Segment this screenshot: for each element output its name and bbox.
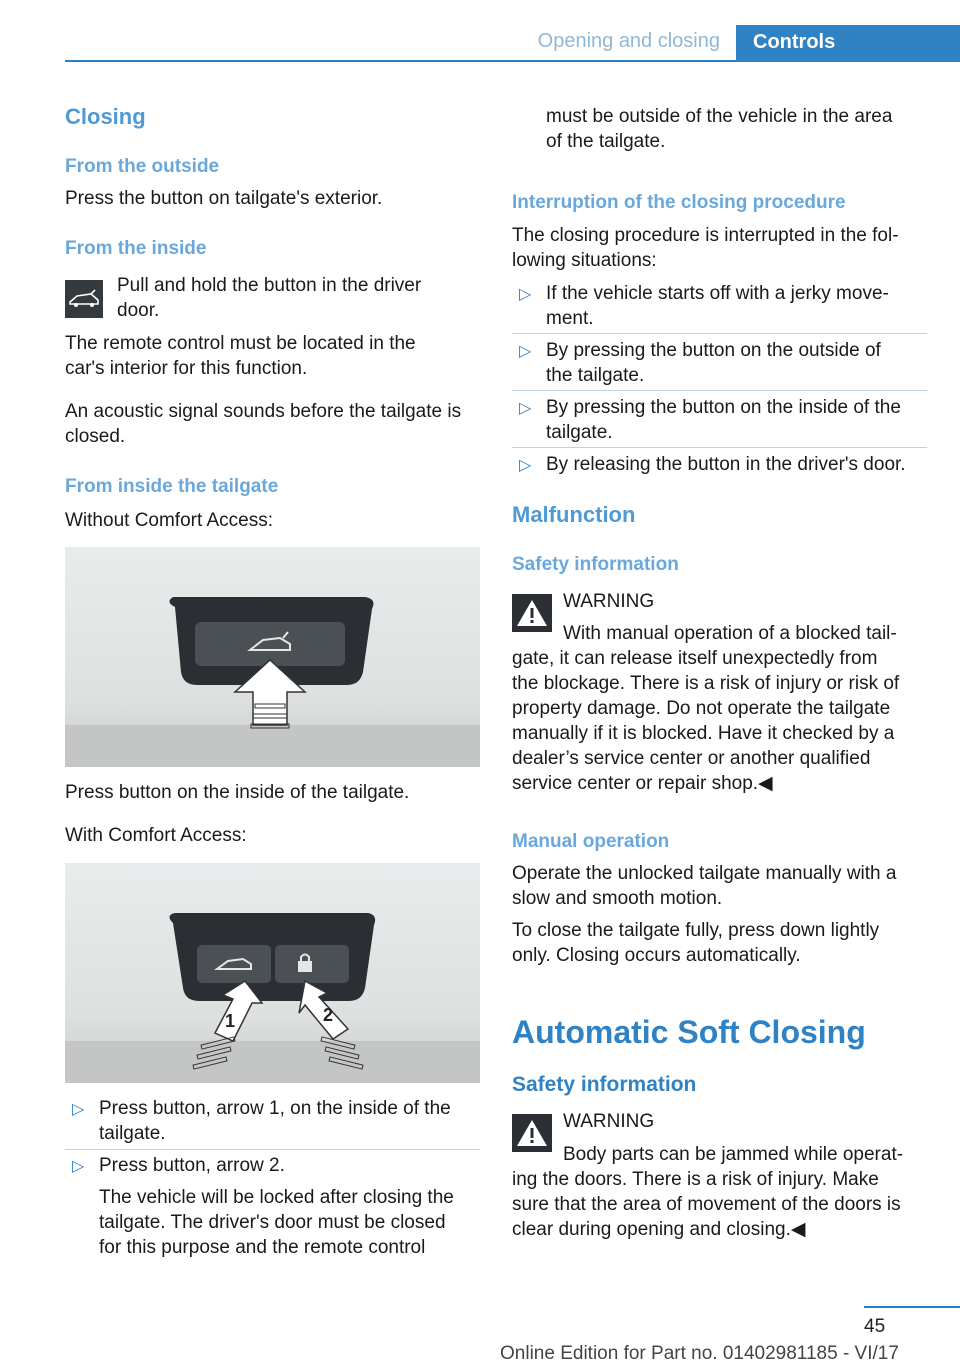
interruption-text-2: lowing situations: bbox=[512, 250, 657, 271]
safety-info-heading-2: Safety information bbox=[512, 1073, 697, 1096]
warning1-text-1: With manual operation of a blocked tail‐ bbox=[563, 623, 897, 644]
page-number-rule bbox=[864, 1306, 960, 1308]
bullet2-text: Press button, arrow 2. bbox=[99, 1155, 285, 1176]
tailgate-heading: From inside the tailgate bbox=[65, 476, 279, 497]
page-number: 45 bbox=[864, 1316, 886, 1337]
interrupt-bullet4-text: By releasing the button in the driver's door. bbox=[546, 454, 906, 475]
warning-triangle-icon bbox=[512, 1114, 552, 1152]
acoustic-text-2: closed. bbox=[65, 426, 126, 447]
bullet-divider bbox=[512, 447, 927, 448]
tailgate-button-icon bbox=[65, 280, 103, 318]
interrupt-bullet1-text-2: ment. bbox=[546, 308, 594, 329]
warning1-text-2: gate, it can release itself unexpectedly from bbox=[512, 648, 878, 669]
warning-triangle-icon bbox=[512, 594, 552, 632]
press-inside-text: Press button on the inside of the tailgate. bbox=[65, 782, 410, 803]
warning1-text-6: dealer’s service center or another qualified bbox=[512, 748, 871, 769]
bullet-divider bbox=[512, 390, 927, 391]
manual-text-1: Operate the unlocked tailgate manually with a bbox=[512, 863, 897, 884]
locked-text-2: tailgate. The driver's door must be closed bbox=[99, 1212, 446, 1233]
arrow-label-2: 2 bbox=[323, 1005, 334, 1025]
interrupt-bullet2-text-1: By pressing the button on the outside of bbox=[546, 340, 881, 361]
edition-footer: Online Edition for Part no. 01402981185 - VI/17 bbox=[500, 1343, 899, 1364]
from-outside-heading: From the outside bbox=[65, 156, 220, 177]
lock-icon bbox=[298, 961, 312, 972]
locked-text-3: for this purpose and the remote control bbox=[99, 1237, 426, 1258]
warning1-text-3: the blockage. There is a risk of injury or risk of bbox=[512, 673, 900, 694]
with-comfort-text: With Comfort Access: bbox=[65, 825, 247, 846]
comfort-access-buttons-image bbox=[65, 863, 480, 1083]
remote-text-2: car's interior for this function. bbox=[65, 358, 308, 379]
manual-operation-heading: Manual operation bbox=[512, 831, 670, 852]
triangle-bullet-icon: ▷ bbox=[72, 1101, 85, 1118]
interrupt-bullet2-text-2: the tailgate. bbox=[546, 365, 645, 386]
close-text-2: only. Closing occurs automatically. bbox=[512, 945, 801, 966]
from-inside-text-1: Pull and hold the button in the driver bbox=[117, 275, 422, 296]
tailgate-button-illustration bbox=[65, 547, 480, 767]
continued-text-1: must be outside of the vehicle in the area bbox=[546, 106, 893, 127]
remote-text-1: The remote control must be located in the bbox=[65, 333, 416, 354]
from-outside-text: Press the button on tailgate's exterior. bbox=[65, 188, 383, 209]
bullet1-text-2: tailgate. bbox=[99, 1123, 166, 1144]
closing-heading: Closing bbox=[65, 104, 146, 129]
interrupt-bullet3-text-2: tailgate. bbox=[546, 422, 613, 443]
tailgate-button-image bbox=[65, 547, 480, 767]
warning2-text-1: Body parts can be jammed while operat‐ bbox=[563, 1144, 904, 1165]
from-inside-text-2: door. bbox=[117, 300, 160, 321]
interrupt-bullet1-text-1: If the vehicle starts off with a jerky move‐ bbox=[546, 283, 889, 304]
warning2-text-4: clear during opening and closing.◀ bbox=[512, 1219, 806, 1240]
interruption-heading: Interruption of the closing procedure bbox=[512, 192, 846, 213]
comfort-access-illustration bbox=[65, 863, 480, 1083]
interrupt-bullet3-text-1: By pressing the button on the inside of the bbox=[546, 397, 901, 418]
bullet-divider bbox=[512, 333, 927, 334]
from-inside-heading: From the inside bbox=[65, 238, 207, 259]
warning1-label: WARNING bbox=[563, 591, 655, 612]
warning2-label: WARNING bbox=[563, 1111, 655, 1132]
safety-info-heading: Safety information bbox=[512, 554, 679, 575]
bullet1-text-1: Press button, arrow 1, on the inside of the bbox=[99, 1098, 451, 1119]
warning1-text-5: manually if it is blocked. Have it checked by a bbox=[512, 723, 895, 744]
tailgate-car-icon bbox=[65, 280, 103, 318]
close-text-1: To close the tailgate fully, press down lightly bbox=[512, 920, 880, 941]
interruption-text-1: The closing procedure is interrupted in the fol‐ bbox=[512, 225, 899, 246]
triangle-bullet-icon: ▷ bbox=[519, 457, 532, 474]
without-comfort-text: Without Comfort Access: bbox=[65, 510, 274, 531]
manual-text-2: slow and smooth motion. bbox=[512, 888, 723, 909]
triangle-bullet-icon: ▷ bbox=[519, 400, 532, 417]
warning2-text-3: sure that the area of movement of the doors is bbox=[512, 1194, 901, 1215]
malfunction-heading: Malfunction bbox=[512, 502, 636, 527]
header-section-title: Opening and closing bbox=[537, 30, 720, 52]
automatic-soft-closing-heading: Automatic Soft Closing bbox=[512, 1014, 866, 1050]
acoustic-text-1: An acoustic signal sounds before the tailgate is bbox=[65, 401, 462, 422]
warning2-text-2: ing the doors. There is a risk of injury. Make bbox=[512, 1169, 879, 1190]
warning1-text-4: property damage. Do not operate the tailgate bbox=[512, 698, 891, 719]
header-tab-controls: Controls bbox=[736, 25, 960, 61]
arrow-label-1: 1 bbox=[225, 1011, 236, 1031]
triangle-bullet-icon: ▷ bbox=[519, 286, 532, 303]
bullet-divider bbox=[65, 1149, 480, 1150]
continued-text-2: of the tailgate. bbox=[546, 131, 666, 152]
locked-text-1: The vehicle will be locked after closing the bbox=[99, 1187, 454, 1208]
warning1-text-7: service center or repair shop.◀ bbox=[512, 773, 773, 794]
triangle-bullet-icon: ▷ bbox=[72, 1158, 85, 1175]
triangle-bullet-icon: ▷ bbox=[519, 343, 532, 360]
